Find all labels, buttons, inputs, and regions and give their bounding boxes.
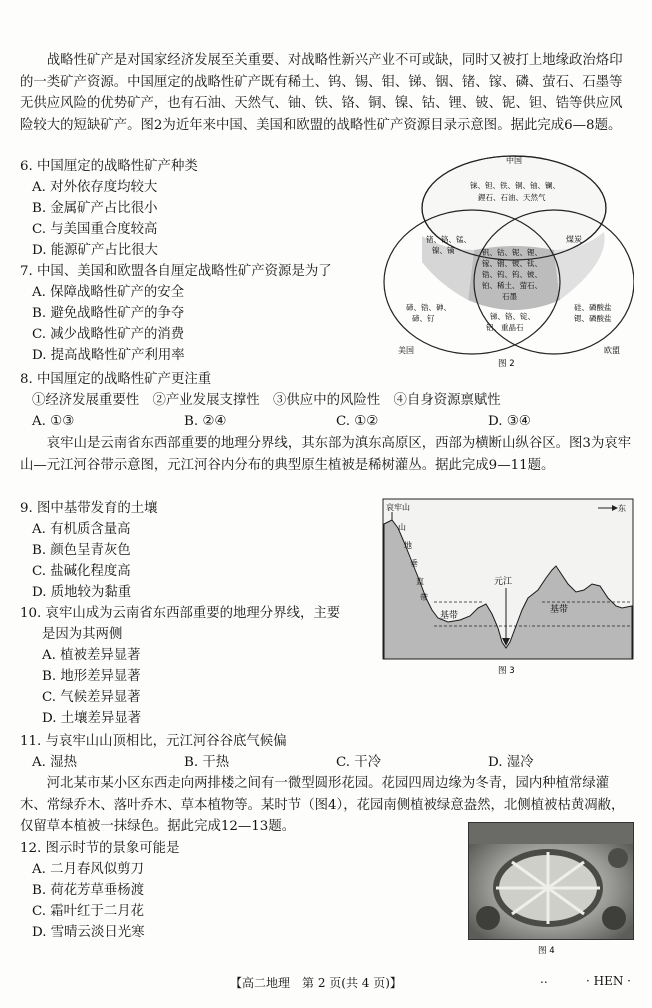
- question-6-stem: 6. 中国厘定的战略性矿产种类: [20, 159, 198, 174]
- base-zone-label-west: 基带: [440, 611, 459, 621]
- question-8-option-c: C. ①②: [336, 414, 379, 429]
- east-label: 东: [618, 504, 626, 513]
- river-label: 元江: [494, 577, 513, 587]
- question-10-stem-line1: 10. 哀牢山成为云南省东西部重要的地理分界线，主要: [20, 606, 341, 621]
- question-12-option-b: B. 荷花芳草垂杨渡: [32, 883, 145, 898]
- photo-tree-2: [602, 906, 626, 930]
- photo-building-top: [468, 822, 634, 844]
- question-12-option-a: A. 二月春风似剪刀: [32, 862, 144, 877]
- photo-tree-1: [476, 906, 500, 930]
- footer-dots: ..: [540, 972, 548, 986]
- question-7-option-c: C. 减少战略性矿产的消费: [32, 327, 185, 342]
- question-9-stem: 9. 图中基带发育的土壤: [20, 501, 158, 516]
- question-6-option-b: B. 金属矿产占比很小: [32, 201, 158, 216]
- question-11-option-a: A. 湿热: [32, 755, 77, 770]
- photo-paths: [496, 852, 600, 924]
- venn-eu-only-line1: 硅、磷酸盐: [574, 303, 612, 312]
- venn-usa-eu-line2: 铝、重晶石: [486, 323, 524, 332]
- vertical-zone-char-2: 地: [404, 541, 412, 550]
- footer-code: · HEN ·: [586, 974, 631, 988]
- venn-center-line3: 锆、钨、钨、铍、: [482, 270, 542, 279]
- figure-2-venn-diagram: [382, 150, 634, 368]
- venn-center-line5: 石墨: [502, 292, 517, 301]
- question-11-option-d: D. 湿冷: [488, 755, 534, 770]
- question-11-stem: 11. 与哀牢山山顶相比，元江河谷谷底气候偏: [20, 734, 287, 749]
- question-8-option-a: A. ①③: [32, 414, 75, 429]
- question-10-stem-line2: 是因为其两侧: [42, 627, 123, 642]
- question-8-option-d: D. ③④: [488, 414, 531, 429]
- question-6-option-d: D. 能源矿产占比很大: [32, 243, 158, 258]
- question-12-option-d: D. 雪晴云淡日光寒: [32, 925, 145, 940]
- venn-center-line4: 铂、稀土、萤石、: [482, 281, 542, 290]
- intro-paragraph-garden: 河北某市某小区东西走向两排楼之间有一微型圆形花园。花园四周边缘为冬青，园内种植常绿灌木、常绿乔木、落叶乔木、草本植物等。某时节（图4），花园南侧植被绿意盎然，北侧植被枯黄凋敝，仅留草本植被一抹绿色。据此完成12—13题。: [20, 776, 625, 834]
- figure-3-caption: 图 3: [498, 666, 515, 676]
- question-12-option-c: C. 霜叶红于二月花: [32, 904, 145, 919]
- vertical-zone-char-1: 山: [398, 523, 406, 532]
- venn-label-eu: 欧盟: [604, 346, 620, 355]
- venn-china-usa-line1: 锗、铬、锰、: [426, 235, 471, 244]
- venn-china-only-line1: 铼、钽、铁、铜、铀、镧、: [470, 181, 560, 190]
- question-8-choices: ①经济发展重要性 ②产业发展支撑性 ③供应中的风险性 ④自身资源禀赋性: [32, 393, 501, 408]
- venn-usa-only-line1: 碲、锆、砷、: [406, 303, 451, 312]
- question-9-option-c: C. 盐碱化程度高: [32, 564, 131, 579]
- question-11-option-c: C. 干冷: [336, 755, 382, 770]
- photo-tree-3: [608, 848, 628, 868]
- question-10-option-c: C. 气候差异显著: [42, 690, 141, 705]
- question-9-option-d: D. 质地较为黏重: [32, 585, 132, 600]
- venn-china-only-line2: 鋰石、石油、天然气: [478, 193, 546, 202]
- question-6-option-a: A. 对外依存度均较大: [32, 180, 158, 195]
- base-zone-label-east: 基带: [550, 605, 569, 615]
- question-7-option-a: A. 保障战略性矿产的安全: [32, 285, 185, 300]
- question-8-stem: 8. 中国厘定的战略性矿产更注重: [20, 372, 212, 387]
- vertical-zone-char-3: 垂: [410, 559, 418, 568]
- question-10-option-d: D. 土壤差异显著: [42, 711, 142, 726]
- venn-label-china: 中国: [506, 156, 522, 165]
- intro-paragraph-minerals: 战略性矿产是对国家经济发展至关重要、对战略性新兴产业不可或缺，同时又被打上地缘政治烙印的一类矿产资源。中国厘定的战略性矿产既有稀土、钨、锡、钼、锑、铟、锗、镓、磷、萤石、石墨等无供应风险的优势矿产，也有石油、天然气、铀、铁、铬、铜、镍、钴、锂、铍、铌、钽、锆等供应风险较大的短缺矿产。图2为近年来中国、美国和欧盟的战略性矿产资源目录示意图。据此完成6—8题。: [20, 53, 623, 133]
- question-7-option-d: D. 提高战略性矿产利用率: [32, 348, 185, 363]
- venn-center-line1: 钒、钴、铌、锂、: [482, 248, 542, 257]
- figure-2-caption: 图 2: [498, 359, 515, 368]
- vertical-zone-char-5: 带: [420, 593, 428, 602]
- question-8-option-b: B. ②④: [184, 414, 227, 429]
- question-6-option-c: C. 与美国重合度较高: [32, 222, 158, 237]
- question-10-option-b: B. 地形差异显著: [42, 669, 141, 684]
- mountain-label: 哀牢山: [386, 503, 410, 512]
- question-9-option-b: B. 颜色呈青灰色: [32, 543, 131, 558]
- vertical-zone-char-4: 直: [416, 577, 424, 586]
- venn-usa-eu-line1: 锑、铬、锭、: [490, 312, 535, 321]
- venn-china-eu-label: 煤炭: [566, 235, 582, 244]
- figure-4-caption: 图 4: [538, 946, 555, 956]
- page-footer: 【高二地理 第 2 页(共 4 页)】: [230, 976, 402, 990]
- venn-usa-only-line2: 碲、钌: [412, 314, 435, 323]
- question-9-option-a: A. 有机质含量高: [32, 522, 131, 537]
- question-12-stem: 12. 图示时节的景象可能是: [20, 841, 180, 856]
- figure-3-ailao-profile: [382, 498, 634, 676]
- venn-circle-china: [422, 156, 606, 260]
- question-10-option-a: A. 植被差异显著: [42, 648, 141, 663]
- intro-paragraph-ailao: 哀牢山是云南省东西部重要的地理分界线，其东部为滇东高原区，西部为横断山纵谷区。图3为哀牢山—元江河谷带示意图，元江河谷内分布的典型原生植被是稀树灌丛。据此完成9—11题。: [20, 436, 632, 473]
- venn-center-line2: 镓、铟、铍、钛、: [482, 259, 542, 268]
- venn-china-usa-line2: 镍、镝: [432, 246, 455, 255]
- question-7-stem: 7. 中国、美国和欧盟各自厘定战略性矿产资源是为了: [20, 264, 332, 279]
- question-7-option-b: B. 避免战略性矿产的争夺: [32, 306, 185, 321]
- figure-4-garden-photo: [468, 822, 634, 958]
- question-11-option-b: B. 干热: [184, 755, 230, 770]
- venn-label-usa: 美国: [398, 346, 414, 355]
- venn-eu-only-line2: 锶、磷酸盐: [574, 314, 612, 323]
